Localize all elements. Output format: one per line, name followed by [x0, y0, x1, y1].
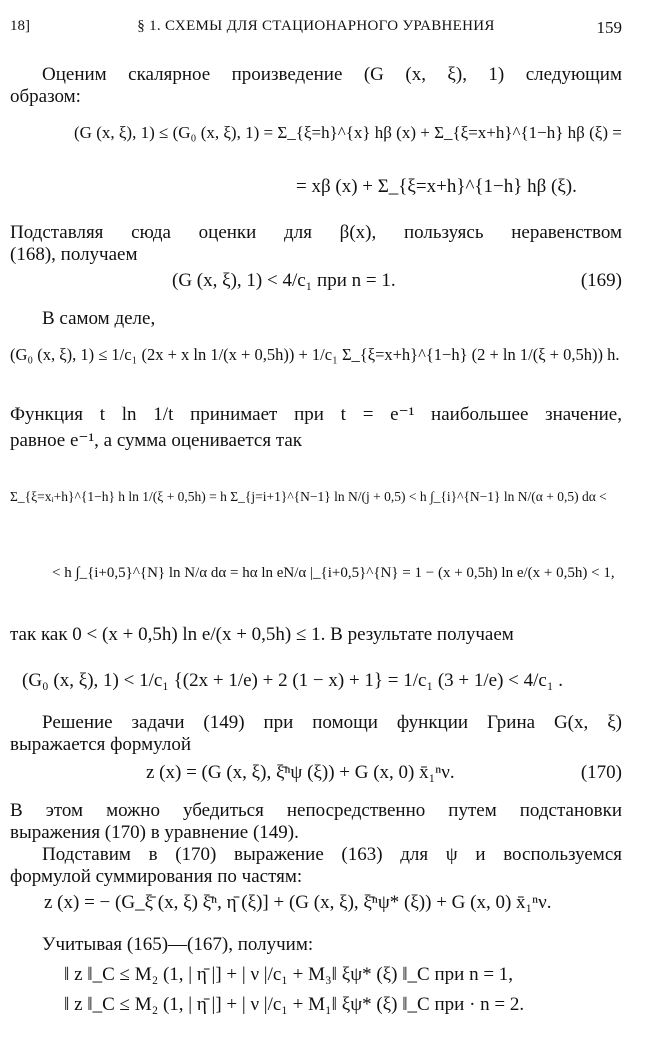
equation-number: (170) — [580, 762, 622, 783]
equation: Σ_{ξ=xᵢ+h}^{1−h} h ln 1/(ξ + 0,5h) = h Σ_{j=i+1}^{N−1} ln N/(j + 0,5) < h ∫_{i}^{N−1} ln N/(α + 0,5) dα < — [10, 489, 607, 504]
equation: ‖ z ‖_C ≤ M₂ (1, | η̄ |] + | ν |/c₁ + M₃‖ ξψ* (ξ) ‖_C при n = 1, — [64, 964, 514, 985]
text-line: Учитывая (165)—(167), получим: — [42, 934, 314, 955]
text-line: Оценим скалярное произведение (G (x, ξ), 1) следующим — [42, 64, 622, 85]
text-line: так как 0 < (x + 0,5h) ln e/(x + 0,5h) ≤ 1. В результате получаем — [10, 624, 514, 645]
equation: z (x) = (G (x, ξ), ξ̄ⁿψ (ξ)) + G (x, 0) x̄₁ⁿν. — [146, 762, 455, 783]
section-number: 18] — [10, 18, 30, 34]
equation: = xβ (x) + Σ_{ξ=x+h}^{1−h} hβ (ξ). — [296, 176, 577, 197]
text-line: Подставим в (170) выражение (163) для ψ и воспользуемся — [42, 844, 622, 865]
text-line: В этом можно убедиться непосредственно путем подстановки — [10, 800, 622, 821]
text-line: выражения (170) в уравнение (149). — [10, 822, 299, 843]
text-line: Решение задачи (149) при помощи функции Грина G(x, ξ) — [42, 712, 622, 733]
equation: (G₀ (x, ξ), 1) < 1/c₁ {(2x + 1/e) + 2 (1 − x) + 1} = 1/c₁ (3 + 1/e) < 4/c₁ . — [22, 670, 563, 691]
equation: z (x) = − (G_ξ̄ (x, ξ) ξ̄ⁿ, η̄ (ξ)] + (G (x, ξ), ξ̄ⁿψ* (ξ)) + G (x, 0) x̄₁ⁿν. — [44, 892, 552, 913]
text-line: выражается формулой — [10, 734, 191, 755]
text-line: равное e⁻¹, а сумма оценивается так — [10, 430, 303, 451]
equation: (G (x, ξ), 1) < 4/c₁ при n = 1. — [172, 270, 396, 291]
text-line: Подставляя сюда оценки для β(x), пользуясь неравенством — [10, 222, 622, 243]
text-line: формулой суммирования по частям: — [10, 866, 303, 887]
equation: < h ∫_{i+0,5}^{N} ln N/α dα = hα ln eN/α |_{i+0,5}^{N} = 1 − (x + 0,5h) ln e/(x + 0,5h) < 1, — [52, 565, 615, 581]
equation: (G₀ (x, ξ), 1) ≤ 1/c₁ (2x + x ln 1/(x + 0,5h)) + 1/c₁ Σ_{ξ=x+h}^{1−h} (2 + ln 1/(ξ + 0,5h)) h. — [10, 345, 620, 364]
equation-number: (169) — [580, 270, 622, 291]
running-title: § 1. СХЕМЫ ДЛЯ СТАЦИОНАРНОГО УРАВНЕНИЯ — [137, 18, 495, 34]
equation: ‖ z ‖_C ≤ M₂ (1, | η̄ |] + | ν |/c₁ + M₁‖ ξψ* (ξ) ‖_C при · n = 2. — [64, 994, 525, 1015]
text-line: Функция t ln 1/t принимает при t = e⁻¹ наибольшее значение, — [10, 404, 622, 425]
text-line: (168), получаем — [10, 244, 138, 265]
text-line: В самом деле, — [42, 308, 156, 329]
page-number: 159 — [596, 18, 622, 37]
text-line: образом: — [10, 86, 81, 107]
running-header — [10, 18, 622, 44]
equation: (G (x, ξ), 1) ≤ (G₀ (x, ξ), 1) = Σ_{ξ=h}^{x} hβ (x) + Σ_{ξ=x+h}^{1−h} hβ (ξ) = — [74, 123, 622, 142]
